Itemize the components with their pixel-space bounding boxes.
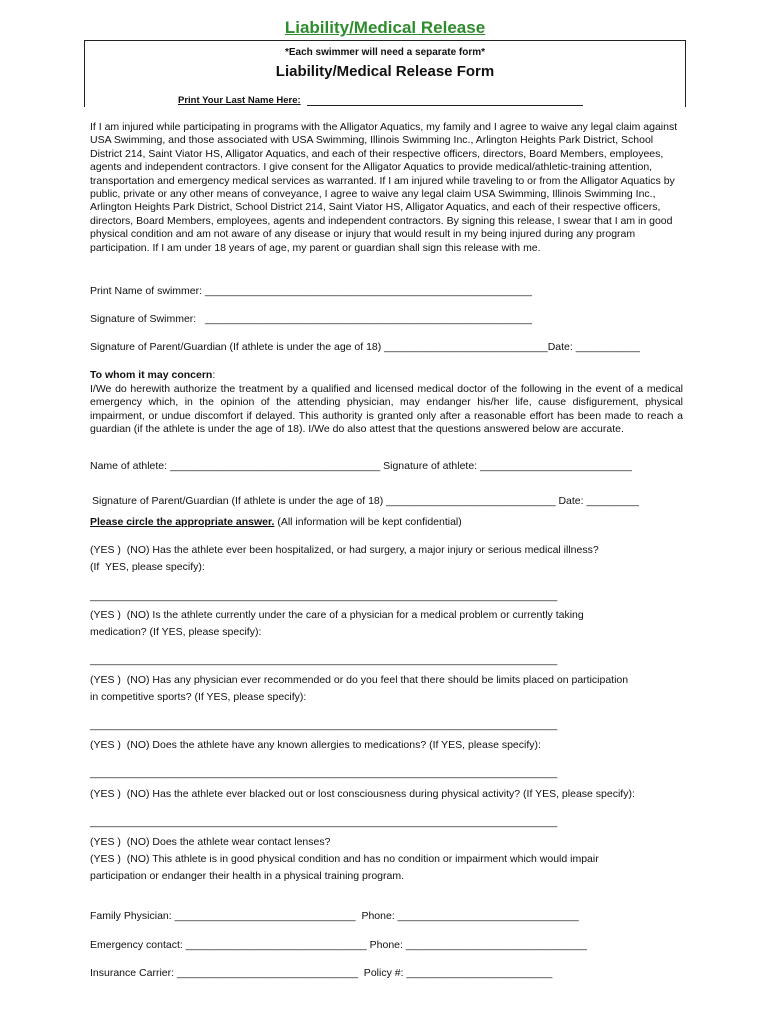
insurance-carrier-line[interactable]: Insurance Carrier: _______________________________ Policy #: _________________________ [90, 967, 553, 979]
swimmer-signature-line[interactable]: Signature of Swimmer: ________________________________________________________ [90, 313, 532, 325]
print-name-swimmer-line[interactable]: Print Name of swimmer: ________________________________________________________ [90, 285, 532, 297]
emergency-contact-line[interactable]: Emergency contact: _______________________________ Phone: _______________________________ [90, 939, 587, 951]
answer-blank-allergies[interactable]: ________________________________________________________________________________ [90, 767, 558, 779]
question-limits: (YES ) (NO) Has any physician ever recommended or do you feel that there should be limits placed on participation [90, 674, 629, 686]
to-whom-colon: : [212, 369, 216, 381]
question-hospitalized-specify: (If YES, please specify): [90, 561, 205, 573]
authorization-parent-signature-line[interactable]: Signature of Parent/Guardian (If athlete is under the age of 18) _____________________________ Date: _________ [92, 495, 640, 507]
parent-signature-date-line[interactable]: Signature of Parent/Guardian (If athlete is under the age of 18) ____________________________Date: ___________ [90, 341, 640, 353]
to-whom-text: To whom it may concern [90, 369, 213, 381]
question-physical-condition-cont: participation or endanger their health in a physical training program. [90, 870, 405, 882]
question-hospitalized: (YES ) (NO) Has the athlete ever been hospitalized, or had surgery, a major injury or serious medical illness? [90, 544, 599, 556]
family-physician-line[interactable]: Family Physician: _______________________________ Phone: _______________________________ [90, 910, 579, 922]
circle-instruction-rest: (All information will be kept confidential) [274, 516, 462, 528]
question-blackout: (YES ) (NO) Has the athlete ever blacked out or lost consciousness during physical activity? (If YES, please specify): [90, 788, 635, 800]
athlete-name-signature-line[interactable]: Name of athlete: ____________________________________ Signature of athlete: __________________________ [90, 460, 632, 472]
question-physician-care: (YES ) (NO) Is the athlete currently under the care of a physician for a medical problem or currently taking [90, 609, 584, 621]
separate-form-note: *Each swimmer will need a separate form* [284, 47, 486, 58]
answer-blank-limits[interactable]: ________________________________________________________________________________ [90, 719, 558, 731]
page-title: Liability/Medical Release [284, 18, 486, 37]
to-whom-heading [90, 369, 215, 381]
last-name-field[interactable] [307, 105, 583, 106]
question-limits-specify: in competitive sports? (If YES, please specify): [90, 691, 307, 703]
question-physician-care-specify: medication? (If YES, please specify): [90, 626, 262, 638]
form-title: Liability/Medical Release Form [275, 63, 495, 80]
question-physical-condition: (YES ) (NO) This athlete is in good physical condition and has no condition or impairment which would impair [90, 853, 599, 865]
circle-instruction [90, 516, 462, 528]
answer-blank-physician-care[interactable]: ________________________________________________________________________________ [90, 654, 558, 666]
authorization-paragraph: I/We do herewith authorize the treatment by a qualified and licensed medical doctor of the following in the event of a medical emergency which, in the opinion of the attending physician, may endanger his/her life, cause disfigurement, physical impairment, or undue discomfort if delayed. This authority is granted only after a reasonable effort has been made to reach a guardian (if the athlete is under the age of 18). I/We do also attest that the questions answered below are accurate. [90, 383, 683, 436]
circle-instruction-bold: Please circle the appropriate answer. [90, 516, 275, 528]
waiver-paragraph: If I am injured while participating in programs with the Alligator Aquatics, my family and I agree to waive any legal claim against USA Swimming, and those associated with USA Swimming, Illinois Swimming Inc., Arlington Heights Park District, School District 214, Saint Viator HS, Alligator Aquatics, and each of their respective officers, directors, Board Members, employees, agents and independent contractors. I give consent for the Alligator Aquatics to provide medical/athletic-training attention, transportation and emergency medical services as warranted. If I am injured while traveling to or from the Alligator Aquatics by public, private or any other means of conveyance, I agree to waive any legal claim USA Swimming, Illinois Swimming Inc., Arlington Heights Park District, School District 214, Saint Viator HS, Alligator Aquatics, and each of their respective officers, directors, Board Members, employees, agents and independent contractors. By signing this release, I swear that I am in good physical condition and am not aware of any disease or injury that would result in my being injured during any program participation. If I am under 18 years of age, my parent or guardian shall sign this release with me. [90, 121, 678, 254]
question-contact-lenses: (YES ) (NO) Does the athlete wear contact lenses? [90, 836, 331, 848]
answer-blank-blackout[interactable]: ________________________________________________________________________________ [90, 816, 558, 828]
question-allergies: (YES ) (NO) Does the athlete have any known allergies to medications? (If YES, please specify): [90, 739, 541, 751]
form-header-box [84, 40, 686, 107]
last-name-label: Print Your Last Name Here: [178, 95, 301, 106]
answer-blank-hospitalized[interactable]: ________________________________________________________________________________ [90, 590, 558, 602]
